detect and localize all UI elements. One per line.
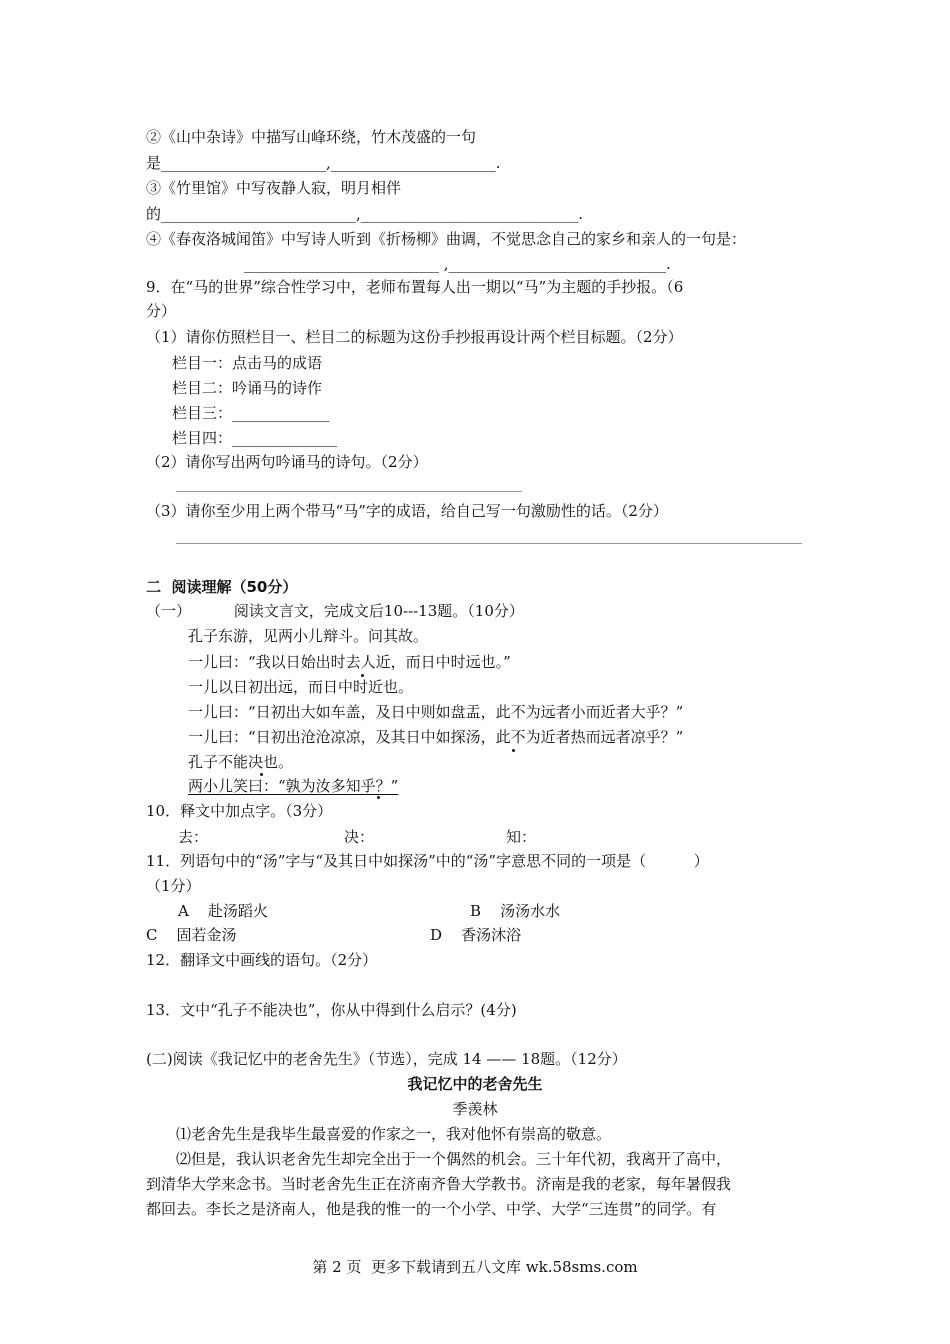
- answer-line: [176, 543, 802, 544]
- q10-blank-b: 决：: [344, 828, 375, 846]
- paragraph-2-cont: 到清华大学来念书。当时老舍先生正在济南齐鲁大学教书。济南是我的老家，每年暑假我: [146, 1175, 732, 1193]
- q8-4-line1: ④《春夜洛城闻笛》中写诗人听到《折杨柳》曲调，不觉思念自己的家乡和亲人的一句是：: [146, 230, 747, 248]
- q13: 13．文中“孔子不能决也”，你从中得到什么启示？(4分): [146, 1001, 517, 1019]
- sec1-intro: （一） 阅读文言文，完成文后10---13题。（10分）: [146, 602, 524, 620]
- q10-blank-a: 去：: [178, 828, 209, 846]
- page-footer: 第 2 页 更多下载请到五八文库 wk.58sms.com: [312, 1258, 638, 1276]
- answer-line: [176, 491, 522, 492]
- section-heading: 二 阅读理解（50分）: [146, 578, 298, 596]
- emphasis-dot: [512, 749, 515, 752]
- emphasis-dot: [377, 796, 380, 799]
- q8-4-line2: __________________________ ,_____________________________.: [244, 255, 671, 273]
- q12: 12．翻译文中画线的语句。（2分）: [146, 951, 378, 969]
- article-author: 季羡林: [452, 1100, 498, 1118]
- option-c: C 固若金汤: [146, 926, 237, 944]
- option-a: A 赴汤蹈火: [178, 902, 268, 920]
- column-2: 栏目二：吟诵马的诗作: [172, 379, 323, 397]
- q8-3-line1: ③《竹里馆》中写夜静人寂，明月相伴: [146, 179, 402, 197]
- paragraph-2-cont: 都回去。李长之是济南人，他是我的惟一的一个小学、中学、大学“三连贯”的同学。有: [146, 1200, 717, 1218]
- q9-line2: 分）: [146, 302, 177, 320]
- q11-line2: （1分）: [146, 877, 201, 895]
- paragraph-1: ⑴老舍先生是我毕生最喜爱的作家之一，我对他怀有崇高的敬意。: [176, 1125, 612, 1143]
- column-1: 栏目一：点击马的成语: [172, 354, 323, 372]
- q11-line1: 11．列语句中的“汤”字与“及其日中如探汤”中的“汤”字意思不同的一项是（ ）: [146, 852, 709, 870]
- sec2-intro: (二)阅读《我记忆中的老舍先生》（节选），完成 14 —— 18题。（12分）: [146, 1050, 627, 1068]
- classical-line: 孔子东游，见两小儿辩斗。问其故。: [188, 627, 429, 645]
- classical-line: 一儿曰：“日初出沧沧凉凉，及其日中如探汤，此不为近者热而远者凉乎？”: [188, 728, 684, 746]
- q9-sub1: （1）请你仿照栏目一、栏目二的标题为这份手抄报再设计两个栏目标题。（2分）: [146, 328, 683, 346]
- q8-2-line1: ②《山中杂诗》中描写山峰环绕，竹木茂盛的一句: [146, 128, 477, 146]
- paragraph-2: ⑵但是，我认识老舍先生却完全出于一个偶然的机会。三十年代初，我离开了高中，: [176, 1150, 732, 1168]
- q8-2-line2: 是______________________,______________________.: [146, 154, 501, 172]
- q10: 10．释文中加点字。（3分）: [146, 802, 333, 820]
- classical-line: 孔子不能决也。: [188, 753, 294, 771]
- column-4: 栏目四：______________: [172, 429, 338, 447]
- q8-3-line2: 的__________________________,_____________________________.: [146, 205, 584, 223]
- column-3: 栏目三：_____________: [172, 404, 330, 422]
- q9-sub3: （3）请你至少用上两个带马“马”字的成语，给自己写一句激励性的话。（2分）: [146, 502, 668, 520]
- underlined-sentence: 两小儿笑曰：“孰为汝多知乎？”: [188, 777, 399, 795]
- q9-sub2: （2）请你写出两句吟诵马的诗句。（2分）: [146, 453, 428, 471]
- classical-line: 一儿曰：“日初出大如车盖，及日中则如盘盂，此不为远者小而近者大乎？”: [188, 703, 684, 721]
- option-b: B 汤汤水水: [470, 902, 561, 920]
- q10-blank-c: 知：: [506, 828, 537, 846]
- option-d: D 香汤沐浴: [430, 926, 522, 944]
- classical-line: 一儿曰：“我以日始出时去人近，而日中时远也。”: [188, 653, 511, 671]
- classical-line: 一儿以日初出远，而日中时近也。: [188, 678, 414, 696]
- article-title: 我记忆中的老舍先生: [407, 1075, 543, 1093]
- q9-line1: 9．在“马的世界”综合性学习中，老师布置每人出一期以“马”为主题的手抄报。（6: [146, 278, 684, 296]
